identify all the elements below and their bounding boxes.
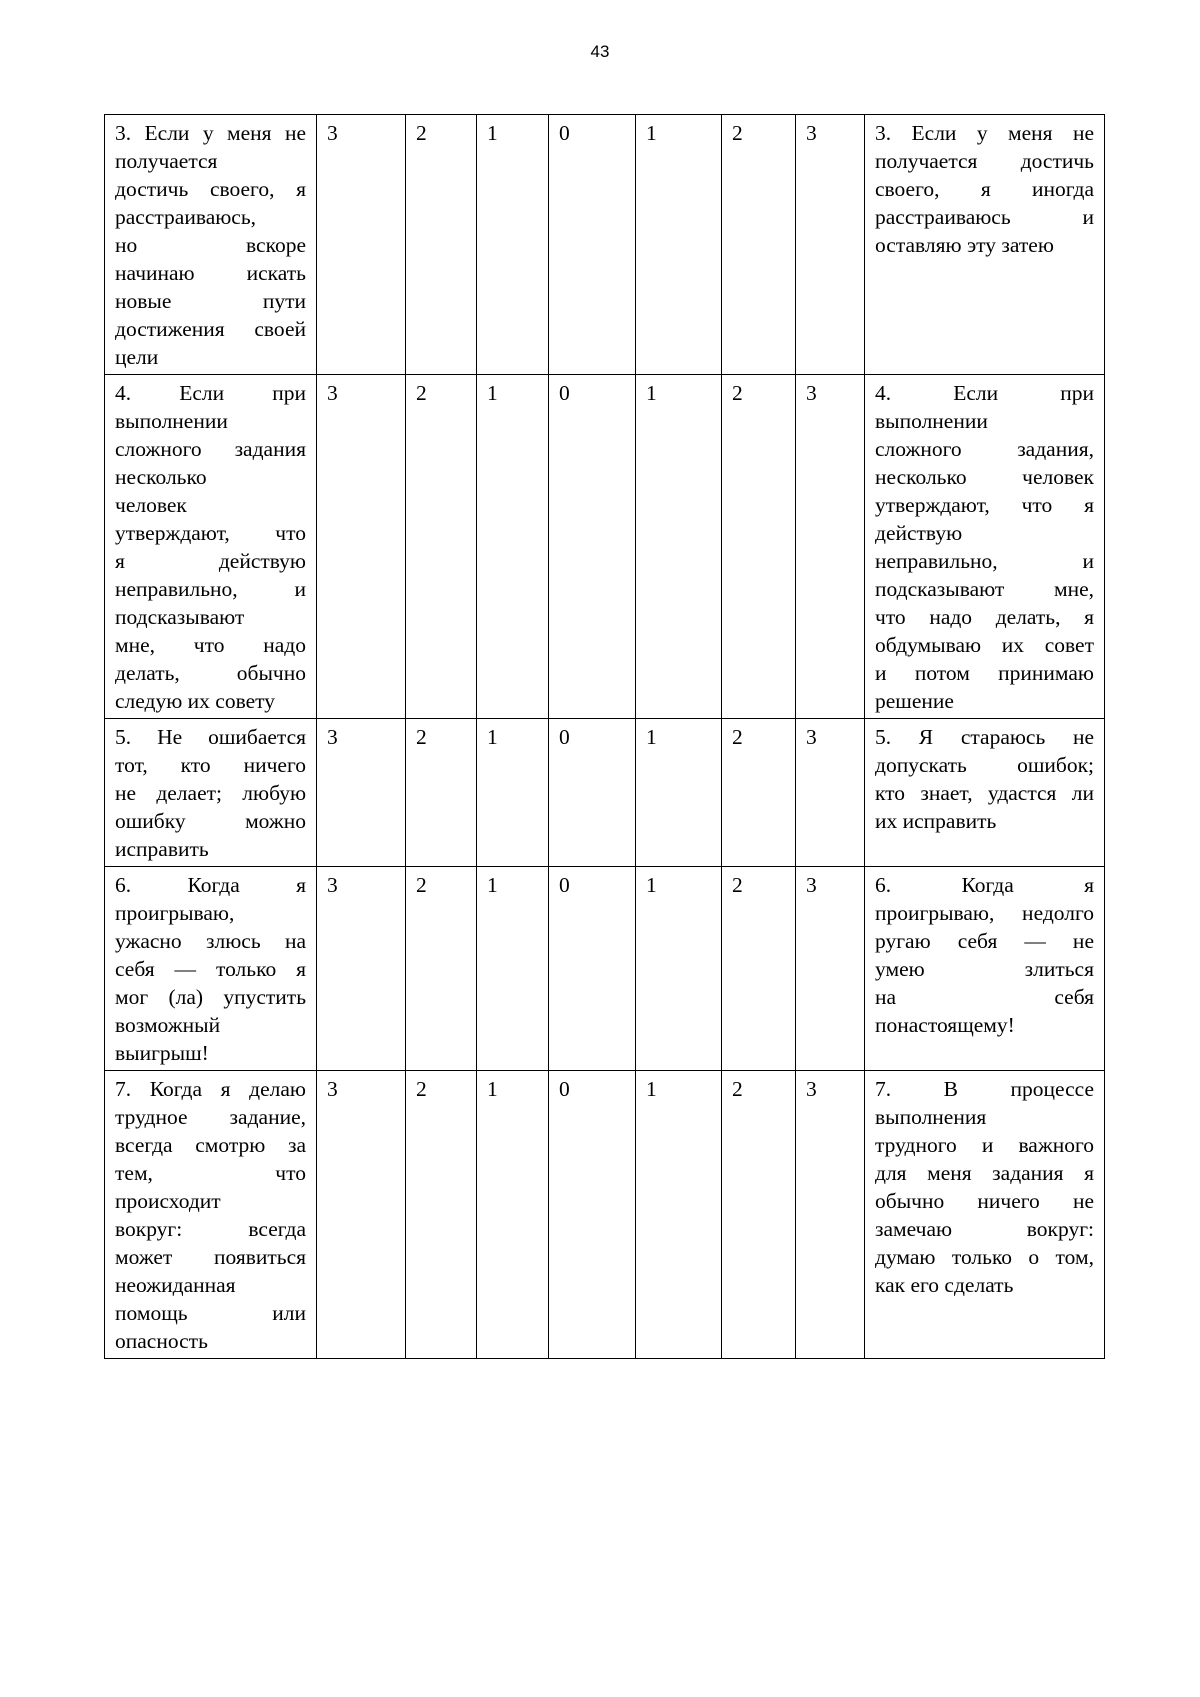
left-statement-line: опасность — [115, 1329, 208, 1353]
right-statement-line: сложного задания, — [875, 437, 1094, 461]
right-statement-line: 7. В процессе — [875, 1077, 1094, 1101]
right-statement-cell — [865, 375, 1105, 719]
left-statement-line: несколько — [115, 465, 207, 489]
scale-score-cell: 3 — [796, 867, 865, 1071]
right-statement-line: действую — [875, 521, 963, 545]
scale-score-cell: 1 — [636, 867, 722, 1071]
table-row — [105, 115, 1105, 375]
scale-score-cell: 2 — [406, 115, 477, 375]
right-statement-line: 3. Если у меня не — [875, 121, 1094, 145]
left-statement-line: проигрываю, — [115, 901, 235, 925]
scale-score-cell: 1 — [477, 719, 549, 867]
right-statement-line: несколько человек — [875, 465, 1094, 489]
left-statement-line: возможный — [115, 1013, 221, 1037]
right-statement-line: проигрываю, недолго — [875, 901, 1094, 925]
left-statement-cell — [105, 867, 317, 1071]
left-statement-line: мне, что надо — [115, 633, 306, 657]
left-statement-line: расстраиваюсь, — [115, 205, 257, 229]
scale-score-cell: 3 — [317, 719, 406, 867]
right-statement-cell — [865, 719, 1105, 867]
scale-score-cell: 1 — [477, 375, 549, 719]
left-statement-line: ужасно злюсь на — [115, 929, 306, 953]
left-statement-line: происходит — [115, 1189, 221, 1213]
left-statement-line: не делает; любую — [115, 781, 306, 805]
right-statement-line: их исправить — [875, 809, 997, 833]
scale-score-cell: 3 — [796, 1071, 865, 1359]
right-statement-line: замечаю вокруг: — [875, 1217, 1094, 1241]
left-statement-line: себя — только я — [115, 957, 306, 981]
left-statement-line: достичь своего, я — [115, 177, 306, 201]
right-statement-line: умею злиться — [875, 957, 1094, 981]
scale-score-cell: 3 — [317, 115, 406, 375]
right-statement-line: обычно ничего не — [875, 1189, 1094, 1213]
scale-score-cell: 1 — [636, 375, 722, 719]
right-statement-line: на себя — [875, 985, 1094, 1009]
right-statement-line: неправильно, и — [875, 549, 1094, 573]
scale-score-cell: 3 — [317, 867, 406, 1071]
left-statement-line: 5. Не ошибается — [115, 725, 306, 749]
right-statement-line: обдумываю их совет — [875, 633, 1094, 657]
left-statement-line: исправить — [115, 837, 209, 861]
right-statement-cell — [865, 1071, 1105, 1359]
right-statement-line: кто знает, удастся ли — [875, 781, 1094, 805]
left-statement-line: утверждают, что — [115, 521, 306, 545]
questionnaire-table — [104, 114, 1105, 1359]
left-statement-line: тот, кто ничего — [115, 753, 306, 777]
left-statement-line: тем, что — [115, 1161, 306, 1185]
right-statement-line: получается достичь — [875, 149, 1094, 173]
scale-score-cell: 0 — [549, 115, 636, 375]
left-statement-cell — [105, 375, 317, 719]
left-statement-line: 3. Если у меня не — [115, 121, 306, 145]
page-number: 43 — [590, 42, 610, 61]
scale-score-cell: 2 — [406, 375, 477, 719]
right-statement-line: 4. Если при — [875, 381, 1094, 405]
table-row — [105, 867, 1105, 1071]
right-statement-line: что надо делать, я — [875, 605, 1094, 629]
table-row — [105, 1071, 1105, 1359]
scale-score-cell: 2 — [406, 1071, 477, 1359]
left-statement-line: помощь или — [115, 1301, 306, 1325]
right-statement-line: 5. Я стараюсь не — [875, 725, 1094, 749]
scale-score-cell: 2 — [722, 867, 796, 1071]
scale-score-cell: 2 — [406, 867, 477, 1071]
left-statement-line: сложного задания — [115, 437, 306, 461]
left-statement-line: неожиданная — [115, 1273, 236, 1297]
right-statement-line: расстраиваюсь и — [875, 205, 1094, 229]
scale-score-cell: 1 — [636, 1071, 722, 1359]
right-statement-line: для меня задания я — [875, 1161, 1094, 1185]
left-statement-line: следую их совету — [115, 689, 276, 713]
right-statement-line: понастоящему! — [875, 1013, 1015, 1037]
right-statement-line: ругаю себя — не — [875, 929, 1094, 953]
table-row — [105, 375, 1105, 719]
scale-score-cell: 2 — [722, 375, 796, 719]
scale-score-cell: 3 — [796, 375, 865, 719]
scale-score-cell: 2 — [406, 719, 477, 867]
left-statement-line: всегда смотрю за — [115, 1133, 306, 1157]
scale-score-cell: 1 — [636, 719, 722, 867]
table-body — [105, 115, 1105, 1359]
left-statement-line: мог (ла) упустить — [115, 985, 306, 1009]
right-statement-line: трудного и важного — [875, 1133, 1094, 1157]
left-statement-line: но вскоре — [115, 233, 306, 257]
scale-score-cell: 1 — [477, 1071, 549, 1359]
scale-score-cell: 0 — [549, 867, 636, 1071]
scale-score-cell: 1 — [636, 115, 722, 375]
left-statement-line: вокруг: всегда — [115, 1217, 306, 1241]
right-statement-line: выполнении — [875, 409, 988, 433]
right-statement-line: и потом принимаю — [875, 661, 1094, 685]
left-statement-cell — [105, 1071, 317, 1359]
scale-score-cell: 0 — [549, 375, 636, 719]
left-statement-line: новые пути — [115, 289, 306, 313]
left-statement-line: делать, обычно — [115, 661, 306, 685]
scale-score-cell: 1 — [477, 867, 549, 1071]
left-statement-line: неправильно, и — [115, 577, 306, 601]
left-statement-line: 4. Если при — [115, 381, 306, 405]
right-statement-cell — [865, 867, 1105, 1071]
left-statement-cell — [105, 115, 317, 375]
right-statement-cell — [865, 115, 1105, 375]
scale-score-cell: 2 — [722, 719, 796, 867]
right-statement-line: думаю только о том, — [875, 1245, 1094, 1269]
left-statement-line: может появиться — [115, 1245, 306, 1269]
right-statement-line: своего, я иногда — [875, 177, 1094, 201]
right-statement-line: утверждают, что я — [875, 493, 1094, 517]
scale-score-cell: 0 — [549, 719, 636, 867]
left-statement-line: я действую — [115, 549, 306, 573]
left-statement-line: цели — [115, 345, 159, 369]
scale-score-cell: 3 — [317, 375, 406, 719]
left-statement-line: человек — [115, 493, 187, 517]
left-statement-line: выполнении — [115, 409, 228, 433]
left-statement-line: трудное задание, — [115, 1105, 306, 1129]
scale-score-cell: 3 — [796, 115, 865, 375]
left-statement-line: 7. Когда я делаю — [115, 1077, 306, 1101]
scale-score-cell: 2 — [722, 115, 796, 375]
scale-score-cell: 3 — [317, 1071, 406, 1359]
left-statement-line: ошибку можно — [115, 809, 306, 833]
left-statement-line: подсказывают — [115, 605, 245, 629]
scale-score-cell: 0 — [549, 1071, 636, 1359]
scale-score-cell: 2 — [722, 1071, 796, 1359]
left-statement-line: выигрыш! — [115, 1041, 209, 1065]
right-statement-line: выполнения — [875, 1105, 987, 1129]
scale-score-cell: 3 — [796, 719, 865, 867]
right-statement-line: допускать ошибок; — [875, 753, 1094, 777]
scale-score-cell: 1 — [477, 115, 549, 375]
left-statement-cell — [105, 719, 317, 867]
left-statement-line: 6. Когда я — [115, 873, 306, 897]
right-statement-line: как его сделать — [875, 1273, 1014, 1297]
right-statement-line: решение — [875, 689, 954, 713]
left-statement-line: начинаю искать — [115, 261, 306, 285]
left-statement-line: достижения своей — [115, 317, 306, 341]
right-statement-line: подсказывают мне, — [875, 577, 1094, 601]
table-row — [105, 719, 1105, 867]
left-statement-line: получается — [115, 149, 218, 173]
right-statement-line: 6. Когда я — [875, 873, 1094, 897]
right-statement-line: оставляю эту затею — [875, 233, 1054, 257]
